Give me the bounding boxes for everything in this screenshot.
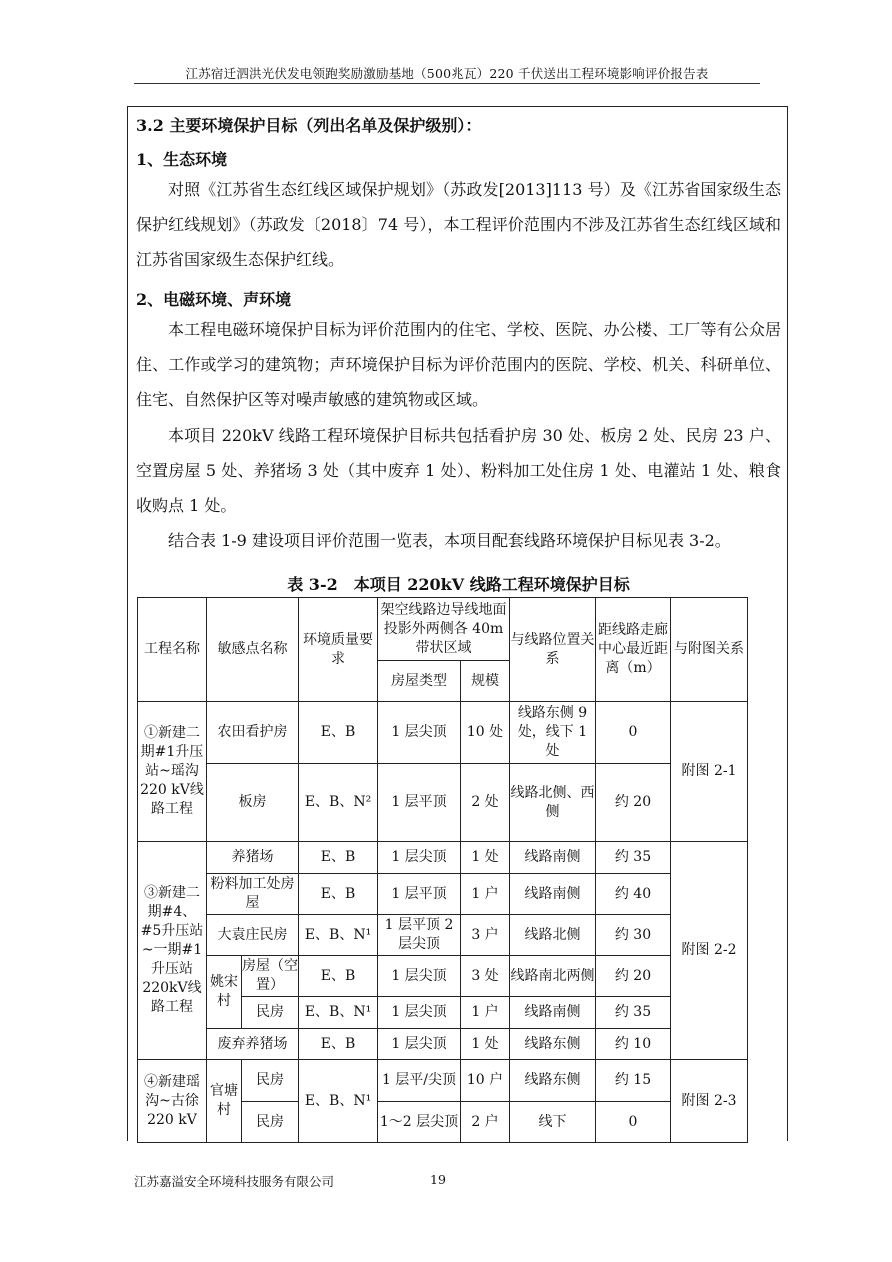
section-title: 3.2 主要环境保护目标（列出名单及保护级别）： bbox=[136, 116, 482, 135]
house-type-cell: 1 层平顶 bbox=[378, 764, 461, 842]
house-type-cell: 1 层平顶 2 层尖顶 bbox=[378, 915, 461, 956]
sensitive-name: 大袁庄民房 bbox=[207, 915, 299, 956]
distance-cell: 0 bbox=[596, 1102, 671, 1143]
header-distance: 距线路走廊中心最近距离（m） bbox=[596, 598, 671, 702]
sensitive-name: 民房 bbox=[242, 1102, 299, 1143]
quality-cell: E、B、N² bbox=[299, 764, 378, 842]
scale-cell: 1 处 bbox=[461, 842, 510, 874]
protection-targets-table bbox=[137, 597, 748, 1143]
relation-cell: 线路南北两侧 bbox=[510, 956, 596, 997]
sensitive-name: 粉料加工处房屋 bbox=[207, 874, 299, 915]
ecology-paragraph: 对照《江苏省生态红线区域保护规划》（苏政发[2013]113 号）及《江苏省国家级生态保护红线规划》（苏政发〔2018〕74 号），本工程评价范围内不涉及江苏省生态红线区域和江苏省国家级生态保护红线。 bbox=[136, 180, 781, 269]
scale-cell: 3 处 bbox=[461, 956, 510, 997]
scale-cell: 10 处 bbox=[461, 702, 510, 764]
scale-cell: 3 户 bbox=[461, 915, 510, 956]
em-noise-paragraph: 本工程电磁环境保护目标为评价范围内的住宅、学校、医院、办公楼、工厂等有公众居住、工作或学习的建筑物；声环境保护目标为评价范围内的医院、学校、机关、科研单位、住宅、自然保护区等对噪声敏感的建筑物或区域。 bbox=[136, 320, 781, 409]
relation-cell: 线路南侧 bbox=[510, 874, 596, 915]
scale-cell: 1 户 bbox=[461, 874, 510, 915]
targets-summary-paragraph: 本项目 220kV 线路工程环境保护目标共包括看护房 30 处、板房 2 处、民房 23 户、空置房屋 5 处、养猪场 3 处（其中废弃 1 处）、粉料加工处住房 1 处、电灌站 1 处、粮食收购点 1 处。 bbox=[136, 426, 781, 515]
scale-cell: 2 户 bbox=[461, 1102, 510, 1143]
village-cell: 姚宋村 bbox=[207, 956, 242, 1029]
distance-cell: 约 10 bbox=[596, 1029, 671, 1060]
footer-company: 江苏嘉溢安全环境科技服务有限公司 bbox=[134, 1174, 335, 1189]
page-header: 江苏宿迁泗洪光伏发电领跑奖励激励基地（500兆瓦）220 千伏送出工程环境影响评价报告表 bbox=[185, 66, 709, 81]
header-band-area: 架空线路边导线地面投影外两侧各 40m 带状区域 bbox=[378, 598, 510, 661]
header-relation: 与线路位置关系 bbox=[510, 598, 596, 702]
house-type-cell: 1 层尖顶 bbox=[378, 702, 461, 764]
sensitive-name: 房屋（空置） bbox=[242, 956, 299, 997]
relation-cell: 线路东侧 bbox=[510, 1029, 596, 1060]
header-sensitive-point: 敏感点名称 bbox=[207, 598, 299, 702]
relation-cell: 线路南侧 bbox=[510, 842, 596, 874]
sensitive-name: 废弃养猪场 bbox=[207, 1029, 299, 1060]
quality-cell: E、B、N¹ bbox=[299, 1060, 378, 1143]
quality-cell: E、B bbox=[299, 842, 378, 874]
distance-cell: 约 20 bbox=[596, 956, 671, 997]
house-type-cell: 1 层尖顶 bbox=[378, 842, 461, 874]
distance-cell: 约 30 bbox=[596, 915, 671, 956]
house-type-cell: 1 层平顶 bbox=[378, 874, 461, 915]
quality-cell: E、B、N¹ bbox=[299, 915, 378, 956]
distance-cell: 约 40 bbox=[596, 874, 671, 915]
quality-cell: E、B bbox=[299, 702, 378, 764]
quality-cell: E、B bbox=[299, 956, 378, 997]
table-row bbox=[138, 1060, 748, 1102]
house-type-cell: 1 层平/尖顶 bbox=[378, 1060, 461, 1102]
sensitive-name: 养猪场 bbox=[207, 842, 299, 874]
relation-cell: 线下 bbox=[510, 1102, 596, 1143]
scale-cell: 1 户 bbox=[461, 997, 510, 1029]
relation-cell: 线路北侧、西侧 bbox=[510, 764, 596, 842]
sensitive-name: 民房 bbox=[242, 997, 299, 1029]
page-number: 19 bbox=[430, 1172, 446, 1187]
table-title: 表 3-2 本项目 220kV 线路工程环境保护目标 bbox=[287, 575, 630, 594]
distance-cell: 约 15 bbox=[596, 1060, 671, 1102]
header-quality: 环境质量要求 bbox=[299, 598, 378, 702]
quality-cell: E、B bbox=[299, 1029, 378, 1060]
subsection-em-noise-title: 2、电磁环境、声环境 bbox=[136, 290, 292, 309]
quality-cell: E、B、N¹ bbox=[299, 997, 378, 1029]
house-type-cell: 1 层尖顶 bbox=[378, 956, 461, 997]
table-row bbox=[138, 764, 748, 842]
header-house-type: 房屋类型 bbox=[378, 661, 461, 702]
project-cell: ③新建二期#4、#5升压站~一期#1 升压站220kV线路工程 bbox=[138, 842, 207, 1060]
distance-cell: 约 20 bbox=[596, 764, 671, 842]
sensitive-name: 民房 bbox=[242, 1060, 299, 1102]
house-type-cell: 1～2 层尖顶 bbox=[378, 1102, 461, 1143]
table-row bbox=[138, 874, 748, 915]
relation-cell: 线路北侧 bbox=[510, 915, 596, 956]
distance-cell: 0 bbox=[596, 702, 671, 764]
table-row bbox=[138, 915, 748, 956]
header-rule bbox=[134, 83, 760, 84]
figure-cell: 附图 2-2 bbox=[671, 842, 748, 1060]
figure-cell: 附图 2-3 bbox=[671, 1060, 748, 1143]
header-project: 工程名称 bbox=[138, 598, 207, 702]
scale-cell: 1 处 bbox=[461, 1029, 510, 1060]
project-cell: ①新建二期#1升压站~瑶沟220 kV线路工程 bbox=[138, 702, 207, 842]
house-type-cell: 1 层尖顶 bbox=[378, 997, 461, 1029]
house-type-cell: 1 层尖顶 bbox=[378, 1029, 461, 1060]
relation-cell: 线路东侧 bbox=[510, 1060, 596, 1102]
relation-cell: 线路东侧 9 处，线下 1 处 bbox=[510, 702, 596, 764]
quality-cell: E、B bbox=[299, 874, 378, 915]
table-row bbox=[138, 956, 748, 997]
table-row bbox=[138, 842, 748, 874]
figure-cell: 附图 2-1 bbox=[671, 702, 748, 842]
distance-cell: 约 35 bbox=[596, 997, 671, 1029]
village-cell: 官塘村 bbox=[207, 1060, 242, 1143]
subsection-ecology-title: 1、生态环境 bbox=[136, 150, 228, 169]
table-reference-paragraph: 结合表 1-9 建设项目评价范围一览表，本项目配套线路环境保护目标见表 3-2。 bbox=[168, 531, 731, 550]
scale-cell: 2 处 bbox=[461, 764, 510, 842]
sensitive-name: 农田看护房 bbox=[207, 702, 299, 764]
scale-cell: 10 户 bbox=[461, 1060, 510, 1102]
relation-cell: 线路南侧 bbox=[510, 997, 596, 1029]
table-row bbox=[138, 1029, 748, 1060]
sensitive-name: 板房 bbox=[207, 764, 299, 842]
header-figure: 与附图关系 bbox=[671, 598, 748, 702]
table-row bbox=[138, 702, 748, 764]
project-cell: ④新建瑶沟~古徐220 kV bbox=[138, 1060, 207, 1143]
distance-cell: 约 35 bbox=[596, 842, 671, 874]
header-scale: 规模 bbox=[461, 661, 510, 702]
